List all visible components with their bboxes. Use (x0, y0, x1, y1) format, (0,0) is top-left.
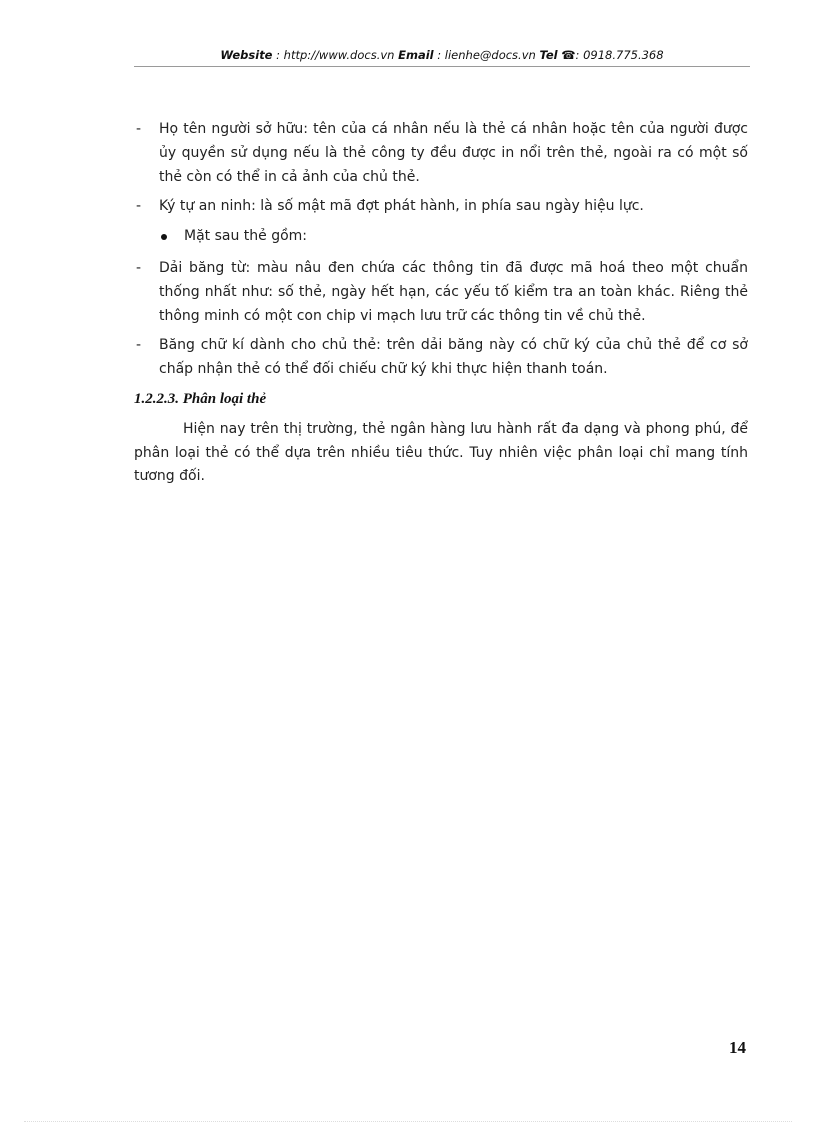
email-address: : lienhe@docs.vn (433, 48, 540, 62)
bullet-text: Mặt sau thẻ gồm: (184, 228, 308, 245)
dash-marker: - (136, 259, 142, 276)
tel-label: Tel (539, 48, 558, 62)
bullet-dot-icon (161, 234, 167, 240)
list-item (134, 334, 748, 382)
page-number: 14 (729, 1038, 746, 1057)
tel-number: : 0918.775.368 (575, 48, 664, 62)
dash-marker: - (136, 337, 142, 354)
list-item-text: Dải băng từ: màu nâu đen chứa các thông tin đã được mã hoá theo một chuẩn thống nhất như: số thẻ, ngày hết hạn, các yếu tố kiểm tra an toàn khác. Riêng thẻ thông minh có một con chip vi mạch lưu trữ các thông tin về chủ thẻ. (159, 259, 748, 324)
dash-marker: - (136, 198, 142, 215)
page-header (134, 48, 750, 62)
list-item-text: Họ tên người sở hữu: tên của cá nhân nếu là thẻ cá nhân hoặc tên của người được ủy quyền sử dụng nếu là thẻ công ty đều được in nổi trên thẻ, ngoài ra có một số thẻ còn có thể in cả ảnh của chủ thẻ. (159, 121, 748, 185)
list-item-text: Băng chữ kí dành cho chủ thẻ: trên dải băng này có chữ ký của chủ thẻ để cơ sở chấp nhận thẻ có thể đối chiếu chữ ký khi thực hiện thanh toán. (159, 337, 748, 378)
document-body (134, 118, 748, 489)
phone-icon: ☎ (561, 48, 576, 62)
bullet-item (134, 225, 748, 249)
list-item (134, 195, 748, 219)
website-url: : http://www.docs.vn (272, 48, 399, 62)
dash-marker: - (136, 121, 142, 137)
email-label: Email (398, 48, 434, 62)
website-label: Website (220, 48, 273, 62)
section-heading: 1.2.2.3. Phân loại thẻ (134, 390, 267, 407)
list-item (134, 118, 748, 189)
page-bottom-edge (24, 1121, 792, 1122)
list-item (134, 257, 748, 328)
section-paragraph: Hiện nay trên thị trường, thẻ ngân hàng lưu hành rất đa dạng và phong phú, để phân loại thẻ có thể dựa trên nhiều tiêu thức. Tuy nhiên việc phân loại chỉ mang tính tương đối. (134, 420, 748, 485)
list-item-text: Ký tự an ninh: là số mật mã đợt phát hành, in phía sau ngày hiệu lực. (159, 198, 644, 215)
header-divider (134, 66, 750, 67)
